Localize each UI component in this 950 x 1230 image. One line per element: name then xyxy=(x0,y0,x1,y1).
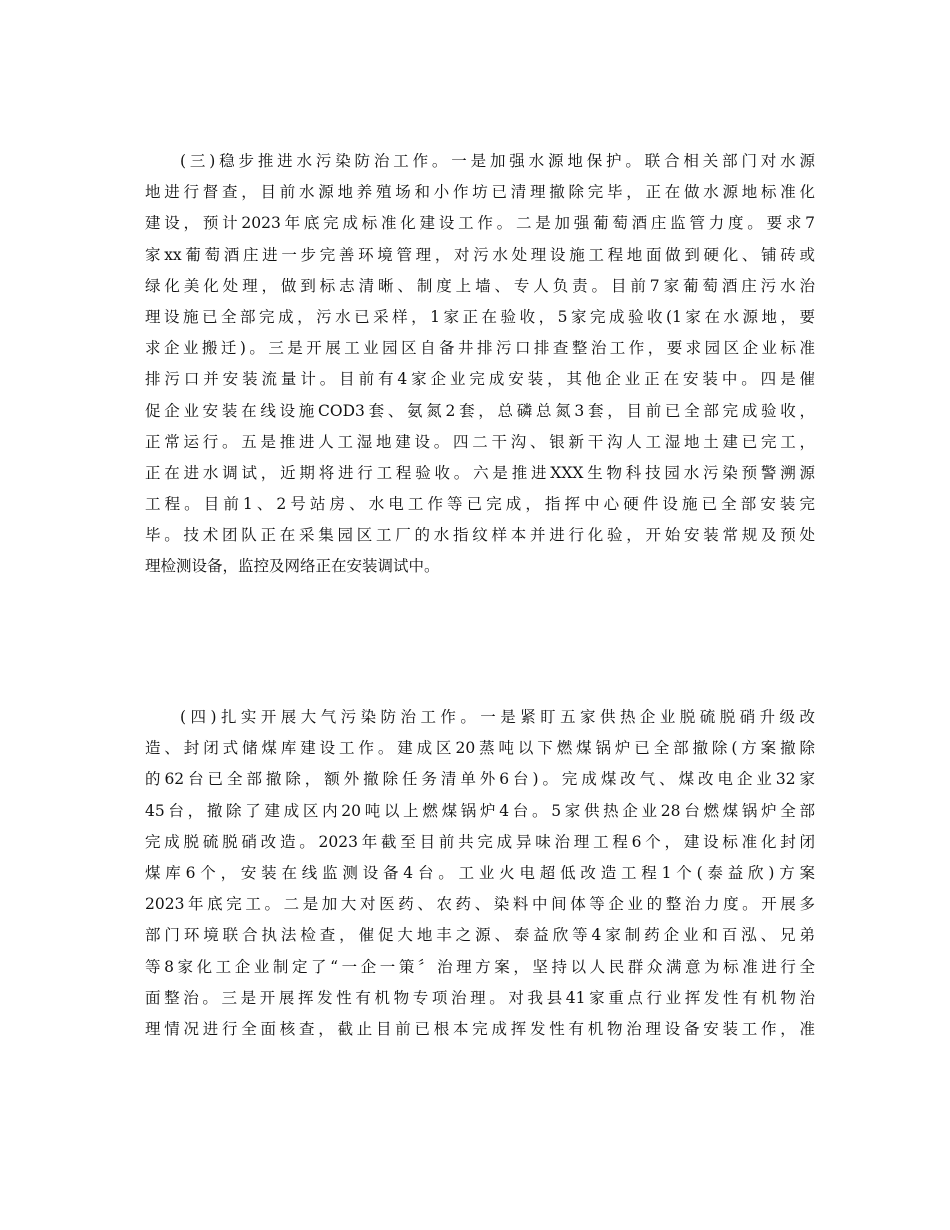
text-line: (四)扎实开展大气污染防治工作。一是紧盯五家供热企业脱硫脱硝升级改 xyxy=(180,708,815,726)
text-line: 理检测设备，监控及网络正在安装调试中。 xyxy=(145,557,440,576)
text-line: 理情况进行全面核查，截止目前已根本完成挥发性有机物治理设备安装工作，准 xyxy=(145,1019,815,1038)
text-line: 煤库6个，安装在线监测设备4台。工业火电超低改造工程1个(泰益欣)方案 xyxy=(145,863,815,882)
paragraph-air-pollution xyxy=(145,702,815,1045)
text-line: 45台，撤除了建成区内20吨以上燃煤锅炉4台。5家供热企业28台燃煤锅炉全部 xyxy=(145,801,815,820)
text-line: 2023年底完工。二是加大对医药、农药、染料中间体等企业的整治力度。开展多 xyxy=(145,895,815,914)
text-line: 完成脱硫脱硝改造。2023年截至目前共完成异味治理工程6个，建设标准化封闭 xyxy=(145,832,815,851)
text-line: 等8家化工企业制定了“一企一策〞治理方案，坚持以人民群众满意为标准进行全 xyxy=(145,957,815,976)
text-line: 求企业搬迁)。三是开展工业园区自备井排污口排查整治工作，要求园区企业标准 xyxy=(145,339,815,358)
text-line: 理设施已全部完成，污水已采样，1家正在验收，5家完成验收(1家在水源地，要 xyxy=(145,307,815,326)
text-line: 造、封闭式储煤库建设工作。建成区20蒸吨以下燃煤锅炉已全部撤除(方案撤除 xyxy=(145,739,815,758)
paragraph-water-pollution xyxy=(145,146,815,583)
text-line: 家xx葡萄酒庄进一步完善环境管理，对污水处理设施工程地面做到硬化、铺砖或 xyxy=(145,245,815,264)
text-line: 促企业安装在线设施COD3套、氨氮2套，总磷总氮3套，目前已全部完成验收， xyxy=(145,401,815,420)
text-line: 部门环境联合执法检查，催促大地丰之源、泰益欣等4家制药企业和百泓、兄弟 xyxy=(145,926,815,945)
text-line: 毕。技术团队正在采集园区工厂的水指纹样本并进行化验，开始安装常规及预处 xyxy=(145,526,815,545)
text-line: 正在进水调试，近期将进行工程验收。六是推进XXX生物科技园水污染预警溯源 xyxy=(145,463,815,482)
text-line: 排污口并安装流量计。目前有4家企业完成安装，其他企业正在安装中。四是催 xyxy=(145,370,815,389)
text-line: (三)稳步推进水污染防治工作。一是加强水源地保护。联合相关部门对水源 xyxy=(180,152,815,170)
text-line: 建设，预计2023年底完成标准化建设工作。二是加强葡萄酒庄监管力度。要求7 xyxy=(145,214,815,233)
text-line: 地进行督查，目前水源地养殖场和小作坊已清理撤除完毕，正在做水源地标准化 xyxy=(145,183,815,202)
text-line: 工程。目前1、2号站房、水电工作等已完成，指挥中心硬件设施已全部安装完 xyxy=(145,495,815,514)
text-line: 正常运行。五是推进人工湿地建设。四二干沟、银新干沟人工湿地土建已完工， xyxy=(145,432,815,451)
text-line: 面整治。三是开展挥发性有机物专项治理。对我县41家重点行业挥发性有机物治 xyxy=(145,988,815,1007)
text-line: 的62台已全部撤除，额外撤除任务清单外6台)。完成煤改气、煤改电企业32家 xyxy=(145,770,815,789)
text-line: 绿化美化处理，做到标志清晰、制度上墙、专人负责。目前7家葡萄酒庄污水治 xyxy=(145,276,815,295)
